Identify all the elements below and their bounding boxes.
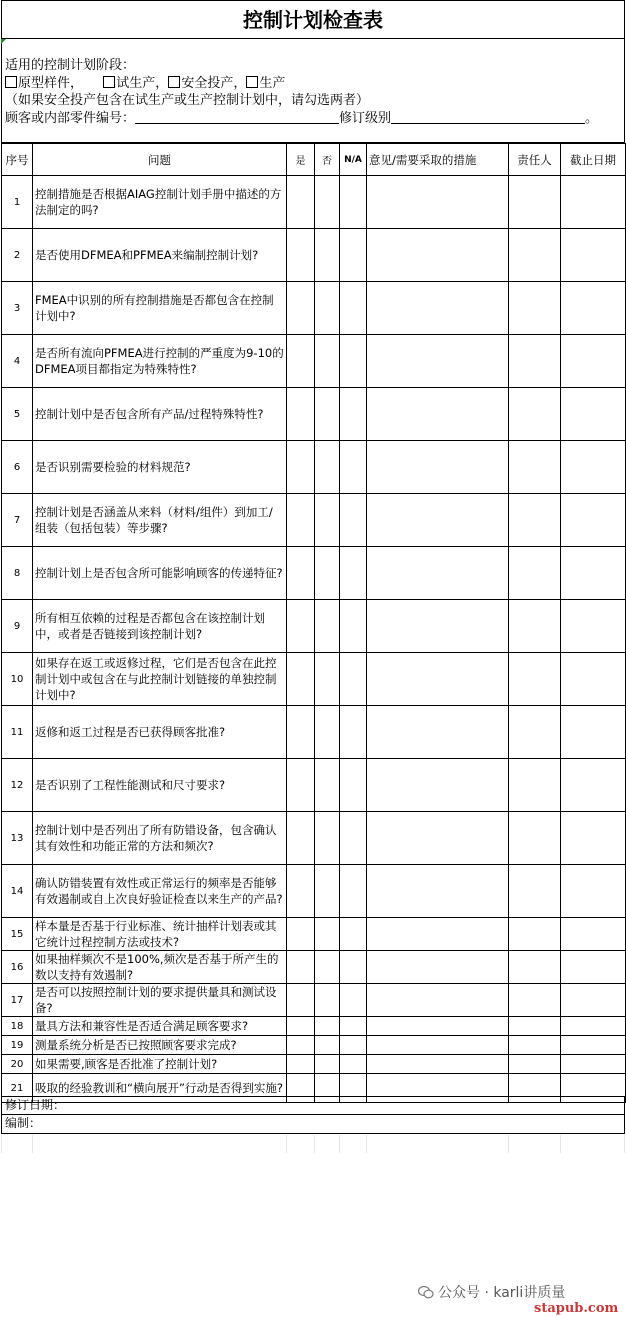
na-cell[interactable]	[340, 547, 367, 600]
row-question: 是否使用DFMEA和PFMEA来编制控制计划?	[33, 229, 287, 282]
no-cell[interactable]	[315, 335, 340, 388]
due-date-cell[interactable]	[561, 547, 626, 600]
due-date-cell[interactable]	[561, 951, 626, 984]
owner-cell[interactable]	[509, 759, 561, 812]
table-header-row	[2, 144, 626, 176]
row-question: 控制计划是否涵盖从来料（材料/组件）到加工/组装（包括包装）等步骤?	[33, 494, 287, 547]
yes-cell[interactable]	[287, 229, 315, 282]
yes-cell[interactable]	[287, 706, 315, 759]
comment-cell[interactable]	[367, 984, 509, 1017]
row-number: 5	[2, 388, 33, 441]
owner-cell[interactable]	[509, 335, 561, 388]
page-title: 控制计划检查表	[1, 0, 625, 39]
yes-cell[interactable]	[287, 1036, 315, 1055]
due-date-cell[interactable]	[561, 706, 626, 759]
comment-cell[interactable]	[367, 951, 509, 984]
due-date-cell[interactable]	[561, 865, 626, 918]
yes-cell[interactable]	[287, 282, 315, 335]
revision-date-row	[1, 1096, 625, 1115]
yes-cell[interactable]	[287, 388, 315, 441]
comment-cell[interactable]	[367, 388, 509, 441]
part-number-label: 顾客或内部零件编号：	[5, 110, 136, 126]
option-trial: 试生产，	[116, 75, 169, 91]
row-question: 控制计划中是否列出了所有防错设备，包含确认其有效性和功能正常的方法和频次?	[33, 812, 287, 865]
yes-cell[interactable]	[287, 335, 315, 388]
due-date-cell[interactable]	[561, 759, 626, 812]
no-cell[interactable]	[315, 441, 340, 494]
no-cell[interactable]	[315, 176, 340, 229]
yes-cell[interactable]	[287, 1017, 315, 1036]
owner-cell[interactable]	[509, 865, 561, 918]
na-cell[interactable]	[340, 600, 367, 653]
table-row	[2, 335, 626, 388]
yes-cell[interactable]	[287, 600, 315, 653]
comment-cell[interactable]	[367, 1055, 509, 1074]
owner-cell[interactable]	[509, 547, 561, 600]
na-cell[interactable]	[340, 282, 367, 335]
no-cell[interactable]	[315, 653, 340, 706]
row-number: 10	[2, 653, 33, 706]
row-question: 吸取的经验教训和“横向展开”行动是否得到实施?	[33, 1074, 287, 1103]
row-number: 14	[2, 865, 33, 918]
row-number: 21	[2, 1074, 33, 1103]
row-number: 15	[2, 918, 33, 951]
comment-cell[interactable]	[367, 441, 509, 494]
due-date-cell[interactable]	[561, 494, 626, 547]
na-cell[interactable]	[340, 388, 367, 441]
no-cell[interactable]	[315, 1036, 340, 1055]
row-question: 是否可以按照控制计划的要求提供量具和测试设备?	[33, 984, 287, 1017]
table-row	[2, 706, 626, 759]
na-cell[interactable]	[340, 1036, 367, 1055]
row-number: 12	[2, 759, 33, 812]
owner-cell[interactable]	[509, 176, 561, 229]
owner-cell[interactable]	[509, 653, 561, 706]
comment-cell[interactable]	[367, 865, 509, 918]
row-number: 19	[2, 1036, 33, 1055]
table-row	[2, 951, 626, 984]
header-due: 截止日期	[561, 144, 626, 176]
due-date-cell[interactable]	[561, 1036, 626, 1055]
row-question: 测量系统分析是否已按照顾客要求完成?	[33, 1036, 287, 1055]
checklist-rows	[2, 176, 626, 1103]
no-cell[interactable]	[315, 388, 340, 441]
header-no-answer: 否	[315, 144, 340, 176]
table-row	[2, 1055, 626, 1074]
table-row	[2, 229, 626, 282]
no-cell[interactable]	[315, 600, 340, 653]
table-row	[2, 759, 626, 812]
na-cell[interactable]	[340, 176, 367, 229]
header-question: 问题	[33, 144, 287, 176]
yes-cell[interactable]	[287, 653, 315, 706]
comment-cell[interactable]	[367, 282, 509, 335]
row-number: 4	[2, 335, 33, 388]
comment-cell[interactable]	[367, 706, 509, 759]
yes-cell[interactable]	[287, 865, 315, 918]
row-number: 16	[2, 951, 33, 984]
option-production: 生产	[259, 75, 286, 91]
due-date-cell[interactable]	[561, 918, 626, 951]
comment-cell[interactable]	[367, 335, 509, 388]
stage-note: （如果安全投产包含在试生产或生产控制计划中，请勾选两者）	[5, 93, 370, 108]
yes-cell[interactable]	[287, 547, 315, 600]
na-cell[interactable]	[340, 335, 367, 388]
stage-options	[5, 75, 624, 93]
na-cell[interactable]	[340, 918, 367, 951]
revision-field[interactable]	[391, 110, 585, 124]
part-number-line	[5, 110, 624, 128]
table-row	[2, 1017, 626, 1036]
due-date-cell[interactable]	[561, 984, 626, 1017]
na-cell[interactable]	[340, 653, 367, 706]
row-number: 13	[2, 812, 33, 865]
row-question: 确认防错装置有效性或正常运行的频率是否能够有效遏制或自上次良好验证检查以来生产的产品?	[33, 865, 287, 918]
no-cell[interactable]	[315, 706, 340, 759]
row-number: 3	[2, 282, 33, 335]
na-cell[interactable]	[340, 1055, 367, 1074]
comment-cell[interactable]	[367, 759, 509, 812]
option-safe-launch: 安全投产，	[181, 75, 247, 91]
no-cell[interactable]	[315, 1055, 340, 1074]
row-number: 2	[2, 229, 33, 282]
na-cell[interactable]	[340, 865, 367, 918]
row-number: 17	[2, 984, 33, 1017]
no-cell[interactable]	[315, 984, 340, 1017]
owner-cell[interactable]	[509, 984, 561, 1017]
comment-cell[interactable]	[367, 812, 509, 865]
table-row	[2, 984, 626, 1017]
no-cell[interactable]	[315, 865, 340, 918]
table-row	[2, 1036, 626, 1055]
due-date-cell[interactable]	[561, 1055, 626, 1074]
due-date-cell[interactable]	[561, 176, 626, 229]
table-row	[2, 494, 626, 547]
comment-cell[interactable]	[367, 1017, 509, 1036]
empty-grid-row	[1, 1135, 625, 1153]
table-row	[2, 600, 626, 653]
no-cell[interactable]	[315, 494, 340, 547]
row-question: 如果存在返工或返修过程，它们是否包含在此控制计划中或包含在与此控制计划链接的单独控制计划中?	[33, 653, 287, 706]
due-date-cell[interactable]	[561, 388, 626, 441]
na-cell[interactable]	[340, 759, 367, 812]
due-date-cell[interactable]	[561, 653, 626, 706]
owner-cell[interactable]	[509, 1036, 561, 1055]
row-question: 是否所有流向PFMEA进行控制的严重度为9-10的DFMEA项目都指定为特殊特性?	[33, 335, 287, 388]
row-question: 是否识别需要检验的材料规范?	[33, 441, 287, 494]
revision-date-label: 修订日期：	[5, 1098, 66, 1112]
due-date-cell[interactable]	[561, 229, 626, 282]
header-comment: 意见/需要采取的措施	[367, 144, 509, 176]
na-cell[interactable]	[340, 951, 367, 984]
comment-cell[interactable]	[367, 653, 509, 706]
na-cell[interactable]	[340, 984, 367, 1017]
row-question: 所有相互依赖的过程是否都包含在该控制计划中，或者是否链接到该控制计划?	[33, 600, 287, 653]
option-prototype: 原型样件，	[18, 75, 84, 91]
no-cell[interactable]	[315, 282, 340, 335]
no-cell[interactable]	[315, 759, 340, 812]
due-date-cell[interactable]	[561, 600, 626, 653]
na-cell[interactable]	[340, 441, 367, 494]
prototype-checkbox[interactable]	[5, 76, 17, 88]
owner-cell[interactable]	[509, 951, 561, 984]
production-checkbox[interactable]	[246, 76, 258, 88]
prepared-label: 编制：	[5, 1116, 42, 1130]
table-row	[2, 441, 626, 494]
na-cell[interactable]	[340, 494, 367, 547]
yes-cell[interactable]	[287, 918, 315, 951]
owner-cell[interactable]	[509, 494, 561, 547]
row-question: 返修和返工过程是否已获得顾客批准?	[33, 706, 287, 759]
header-owner: 责任人	[509, 144, 561, 176]
checklist-sheet	[1, 0, 625, 1103]
due-date-cell[interactable]	[561, 441, 626, 494]
header-no: 序号	[2, 144, 33, 176]
na-cell[interactable]	[340, 229, 367, 282]
header-yes: 是	[287, 144, 315, 176]
end-mark: 。	[585, 110, 599, 126]
no-cell[interactable]	[315, 1017, 340, 1036]
owner-cell[interactable]	[509, 388, 561, 441]
na-cell[interactable]	[340, 1017, 367, 1036]
watermark-account	[418, 1282, 565, 1302]
table-row	[2, 388, 626, 441]
yes-cell[interactable]	[287, 441, 315, 494]
row-question: 控制计划中是否包含所有产品/过程特殊特性?	[33, 388, 287, 441]
table-row	[2, 653, 626, 706]
owner-cell[interactable]	[509, 600, 561, 653]
row-question: FMEA中识别的所有控制措施是否都包含在控制计划中?	[33, 282, 287, 335]
owner-cell[interactable]	[509, 229, 561, 282]
row-number: 6	[2, 441, 33, 494]
safe-launch-checkbox[interactable]	[168, 76, 180, 88]
prepared-row	[1, 1115, 625, 1134]
comment-cell[interactable]	[367, 918, 509, 951]
owner-cell[interactable]	[509, 441, 561, 494]
comment-cell[interactable]	[367, 1036, 509, 1055]
na-cell[interactable]	[340, 812, 367, 865]
na-cell[interactable]	[340, 706, 367, 759]
comment-cell[interactable]	[367, 176, 509, 229]
no-cell[interactable]	[315, 951, 340, 984]
table-row	[2, 918, 626, 951]
owner-cell[interactable]	[509, 1055, 561, 1074]
no-cell[interactable]	[315, 547, 340, 600]
row-number: 1	[2, 176, 33, 229]
row-question: 控制措施是否根据AIAG控制计划手册中描述的方法制定的吗?	[33, 176, 287, 229]
row-question: 如果抽样频次不是100%,频次是否基于所产生的数以支持有效遏制?	[33, 951, 287, 984]
row-number: 11	[2, 706, 33, 759]
comment-cell[interactable]	[367, 229, 509, 282]
trial-checkbox[interactable]	[103, 76, 115, 88]
checklist-table	[1, 143, 626, 1103]
table-row	[2, 282, 626, 335]
wechat-icon	[418, 1286, 434, 1299]
info-section	[1, 39, 625, 143]
comment-cell[interactable]	[367, 494, 509, 547]
yes-cell[interactable]	[287, 951, 315, 984]
table-row	[2, 865, 626, 918]
watermark-account-text: 公众号 · karli讲质量	[438, 1285, 566, 1301]
owner-cell[interactable]	[509, 812, 561, 865]
yes-cell[interactable]	[287, 812, 315, 865]
part-number-field[interactable]	[135, 110, 339, 124]
due-date-cell[interactable]	[561, 812, 626, 865]
owner-cell[interactable]	[509, 1017, 561, 1036]
table-row	[2, 812, 626, 865]
due-date-cell[interactable]	[561, 1017, 626, 1036]
due-date-cell[interactable]	[561, 335, 626, 388]
owner-cell[interactable]	[509, 706, 561, 759]
row-question: 是否识别了工程性能测试和尺寸要求?	[33, 759, 287, 812]
row-number: 9	[2, 600, 33, 653]
yes-cell[interactable]	[287, 984, 315, 1017]
row-number: 18	[2, 1017, 33, 1036]
yes-cell[interactable]	[287, 494, 315, 547]
no-cell[interactable]	[315, 918, 340, 951]
row-question: 样本量是否基于行业标准、统计抽样计划表或其它统计过程控制方法或技术?	[33, 918, 287, 951]
yes-cell[interactable]	[287, 1055, 315, 1074]
comment-cell[interactable]	[367, 547, 509, 600]
table-row	[2, 176, 626, 229]
row-question: 如果需要,顾客是否批准了控制计划?	[33, 1055, 287, 1074]
table-row	[2, 547, 626, 600]
revision-label: 修订级别	[339, 110, 392, 126]
yes-cell[interactable]	[287, 176, 315, 229]
comment-cell[interactable]	[367, 600, 509, 653]
watermark-site: stapub.com	[534, 1301, 619, 1316]
row-number: 20	[2, 1055, 33, 1074]
due-date-cell[interactable]	[561, 282, 626, 335]
no-cell[interactable]	[315, 229, 340, 282]
row-number: 7	[2, 494, 33, 547]
cell-marker	[1, 39, 6, 44]
no-cell[interactable]	[315, 812, 340, 865]
row-question: 控制计划上是否包含所可能影响顾客的传递特征?	[33, 547, 287, 600]
header-na: N/A	[340, 144, 367, 176]
owner-cell[interactable]	[509, 282, 561, 335]
row-number: 8	[2, 547, 33, 600]
stage-label: 适用的控制计划阶段：	[5, 58, 136, 73]
owner-cell[interactable]	[509, 918, 561, 951]
row-question: 量具方法和兼容性是否适合满足顾客要求?	[33, 1017, 287, 1036]
yes-cell[interactable]	[287, 759, 315, 812]
